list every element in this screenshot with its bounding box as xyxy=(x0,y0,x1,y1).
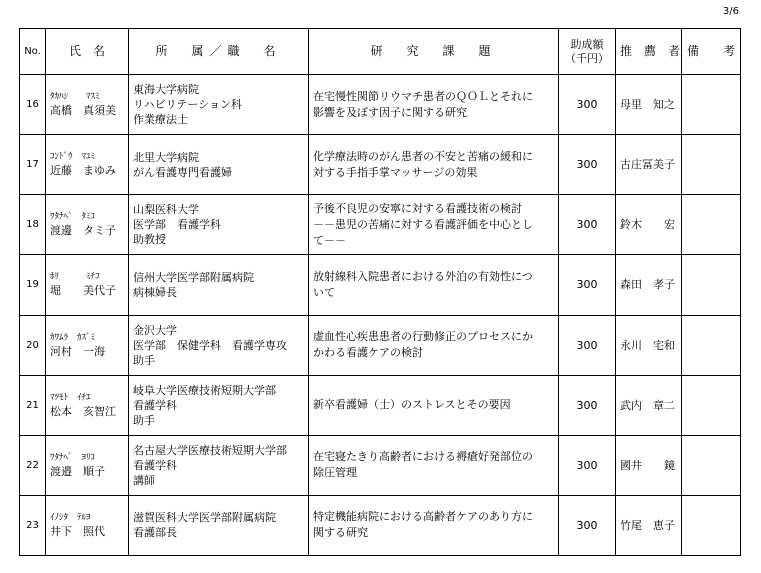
name-kanji: 渡邉 順子 xyxy=(50,464,105,478)
name-kana: ﾏﾂﾓﾄ ｲﾁｴ xyxy=(50,392,91,403)
theme-line: いて xyxy=(313,285,335,299)
table-row xyxy=(20,375,741,435)
affiliation-cell xyxy=(129,255,309,315)
affiliation-line: 講師 xyxy=(133,473,155,487)
person-name-cell xyxy=(46,495,129,555)
person-name-cell xyxy=(46,435,129,495)
table-row xyxy=(20,495,741,555)
header-amount-line2: （千円） xyxy=(565,51,609,65)
person-name-cell xyxy=(46,315,129,375)
affiliation-line: 滋賀医科大学医学部附属病院 xyxy=(133,511,276,525)
theme-line: 予後不良児の安寧に対する看護技術の検討 xyxy=(313,201,522,215)
table-row xyxy=(20,75,741,135)
theme-line: 放射線科入院患者における外泊の有効性につ xyxy=(313,269,533,283)
name-kanji: 渡邊 タミ子 xyxy=(50,224,116,238)
recommender-name: 古庄冨美子 xyxy=(616,135,682,195)
affiliation-line: 看護学科 xyxy=(133,458,177,472)
affiliation-cell xyxy=(129,135,309,195)
header-recommender: 推 薦 者 xyxy=(616,29,682,75)
row-number: 17 xyxy=(20,135,46,195)
affiliation-line: リハビリテーション科 xyxy=(133,98,243,112)
name-kanji: 近藤 まゆみ xyxy=(50,164,116,178)
remarks-cell xyxy=(682,315,741,375)
research-theme-cell xyxy=(309,495,559,555)
remarks-cell xyxy=(682,435,741,495)
affiliation-line: 金沢大学 xyxy=(133,323,177,337)
grant-amount: 300 xyxy=(559,75,616,135)
row-number: 22 xyxy=(20,435,46,495)
theme-line: 対する手指手掌マッサージの効果 xyxy=(313,165,478,179)
affiliation-line: 助手 xyxy=(133,413,155,427)
affiliation-cell xyxy=(129,75,309,135)
row-number: 20 xyxy=(20,315,46,375)
row-number: 23 xyxy=(20,495,46,555)
grant-amount: 300 xyxy=(559,195,616,255)
affiliation-cell xyxy=(129,195,309,255)
person-name-cell xyxy=(46,195,129,255)
research-theme-cell xyxy=(309,135,559,195)
theme-line: 化学療法時のがん患者の不安と苦痛の緩和に xyxy=(313,149,533,163)
affiliation-line: 医学部 保健学科 看護学専攻 xyxy=(133,338,287,352)
name-kana: ﾜﾀﾅﾍﾞ ﾀﾐｺ xyxy=(50,212,96,223)
affiliation-line: 岐阜大学医療技術短期大学部 xyxy=(133,383,276,397)
remarks-cell xyxy=(682,495,741,555)
affiliation-cell xyxy=(129,375,309,435)
affiliation-line: 病棟婦長 xyxy=(133,285,177,299)
affiliation-line: 信州大学医学部附属病院 xyxy=(133,270,254,284)
affiliation-line: 医学部 看護学科 xyxy=(133,218,221,232)
remarks-cell xyxy=(682,255,741,315)
grant-amount: 300 xyxy=(559,315,616,375)
name-kanji: 堀 美代子 xyxy=(50,284,116,298)
grant-amount: 300 xyxy=(559,135,616,195)
theme-line: 特定機能病院における高齢者ケアのあり方に xyxy=(313,510,533,524)
header-no: No. xyxy=(20,29,46,75)
name-kanji: 松本 亥智江 xyxy=(50,404,116,418)
grant-amount: 300 xyxy=(559,255,616,315)
recommender-name: 鈴木 宏 xyxy=(616,195,682,255)
person-name-cell xyxy=(46,75,129,135)
header-theme: 研 究 課 題 xyxy=(309,29,559,75)
header-name: 氏 名 xyxy=(46,29,129,75)
research-theme-cell xyxy=(309,195,559,255)
recommender-name: 武内 章二 xyxy=(616,375,682,435)
person-name-cell xyxy=(46,375,129,435)
name-kana: ｶﾜﾑﾗ ｶｽﾞﾐ xyxy=(50,332,96,343)
header-amount-line1: 助成額 xyxy=(570,37,604,51)
name-kanji: 高橋 真須美 xyxy=(50,104,116,118)
affiliation-cell xyxy=(129,495,309,555)
theme-line: 除圧管理 xyxy=(313,466,357,480)
grant-amount: 300 xyxy=(559,495,616,555)
affiliation-cell xyxy=(129,435,309,495)
affiliation-line: 看護部長 xyxy=(133,526,177,540)
recommender-name: 永川 宅和 xyxy=(616,315,682,375)
row-number: 16 xyxy=(20,75,46,135)
table-row xyxy=(20,315,741,375)
theme-line: 在宅寝たきり高齢者における褥瘡好発部位の xyxy=(313,450,533,464)
name-kana: ﾎﾘ ﾐﾁｺ xyxy=(50,272,100,283)
affiliation-line: がん看護専門看護婦 xyxy=(133,165,232,179)
header-affiliation: 所 属／職 名 xyxy=(129,29,309,75)
table-row xyxy=(20,135,741,195)
person-name-cell xyxy=(46,255,129,315)
recommender-name: 竹尾 恵子 xyxy=(616,495,682,555)
row-number: 19 xyxy=(20,255,46,315)
recommender-name: 森田 孝子 xyxy=(616,255,682,315)
grant-amount: 300 xyxy=(559,375,616,435)
affiliation-line: 助手 xyxy=(133,353,155,367)
research-theme-cell xyxy=(309,75,559,135)
grant-amount: 300 xyxy=(559,435,616,495)
name-kana: ﾀｶﾊｼ ﾏｽﾐ xyxy=(50,92,100,103)
research-theme-cell xyxy=(309,435,559,495)
remarks-cell xyxy=(682,195,741,255)
research-theme-cell xyxy=(309,255,559,315)
theme-line: 新卒看護婦（士）のストレスとその要因 xyxy=(313,398,511,412)
theme-line: かわる看護ケアの検討 xyxy=(313,346,423,360)
name-kanji: 井下 照代 xyxy=(50,524,105,538)
person-name-cell xyxy=(46,135,129,195)
affiliation-line: 東海大学病院 xyxy=(133,83,199,97)
affiliation-line: 山梨医科大学 xyxy=(133,203,199,217)
grant-table xyxy=(19,28,741,556)
name-kanji: 河村 一海 xyxy=(50,344,105,358)
table-row xyxy=(20,195,741,255)
name-kana: ｲﾉｼﾀ ﾃﾙﾖ xyxy=(50,512,91,523)
theme-line: 虚血性心疾患患者の行動修正のプロセスにか xyxy=(313,330,533,344)
research-theme-cell xyxy=(309,375,559,435)
row-number: 18 xyxy=(20,195,46,255)
header-remarks: 備 考 xyxy=(682,29,741,75)
affiliation-line: 作業療法士 xyxy=(133,113,188,127)
recommender-name: 國井 鏡 xyxy=(616,435,682,495)
header-amount xyxy=(559,29,616,75)
page-number: 3/6 xyxy=(722,6,739,17)
table-row xyxy=(20,255,741,315)
row-number: 21 xyxy=(20,375,46,435)
theme-line: 関する研究 xyxy=(313,526,368,540)
remarks-cell xyxy=(682,75,741,135)
name-kana: ｺﾝﾄﾞｳ ﾏﾕﾐ xyxy=(50,152,96,163)
theme-line: て－－ xyxy=(313,233,346,247)
affiliation-line: 看護学科 xyxy=(133,398,177,412)
theme-line: 在宅慢性関節リウマチ患者のＱＯＬとそれに xyxy=(313,89,533,103)
theme-line: －－患児の苦痛に対する看護評価を中心とし xyxy=(313,217,533,231)
remarks-cell xyxy=(682,135,741,195)
affiliation-line: 名古屋大学医療技術短期大学部 xyxy=(133,443,287,457)
affiliation-cell xyxy=(129,315,309,375)
header-row xyxy=(20,29,741,75)
remarks-cell xyxy=(682,375,741,435)
theme-line: 影響を及ぼす因子に関する研究 xyxy=(313,105,467,119)
table-row xyxy=(20,435,741,495)
recommender-name: 母里 知之 xyxy=(616,75,682,135)
research-theme-cell xyxy=(309,315,559,375)
affiliation-line: 北里大学病院 xyxy=(133,150,199,164)
name-kana: ﾜﾀﾅﾍﾞ ﾖﾘｺ xyxy=(50,452,96,463)
affiliation-line: 助教授 xyxy=(133,233,166,247)
